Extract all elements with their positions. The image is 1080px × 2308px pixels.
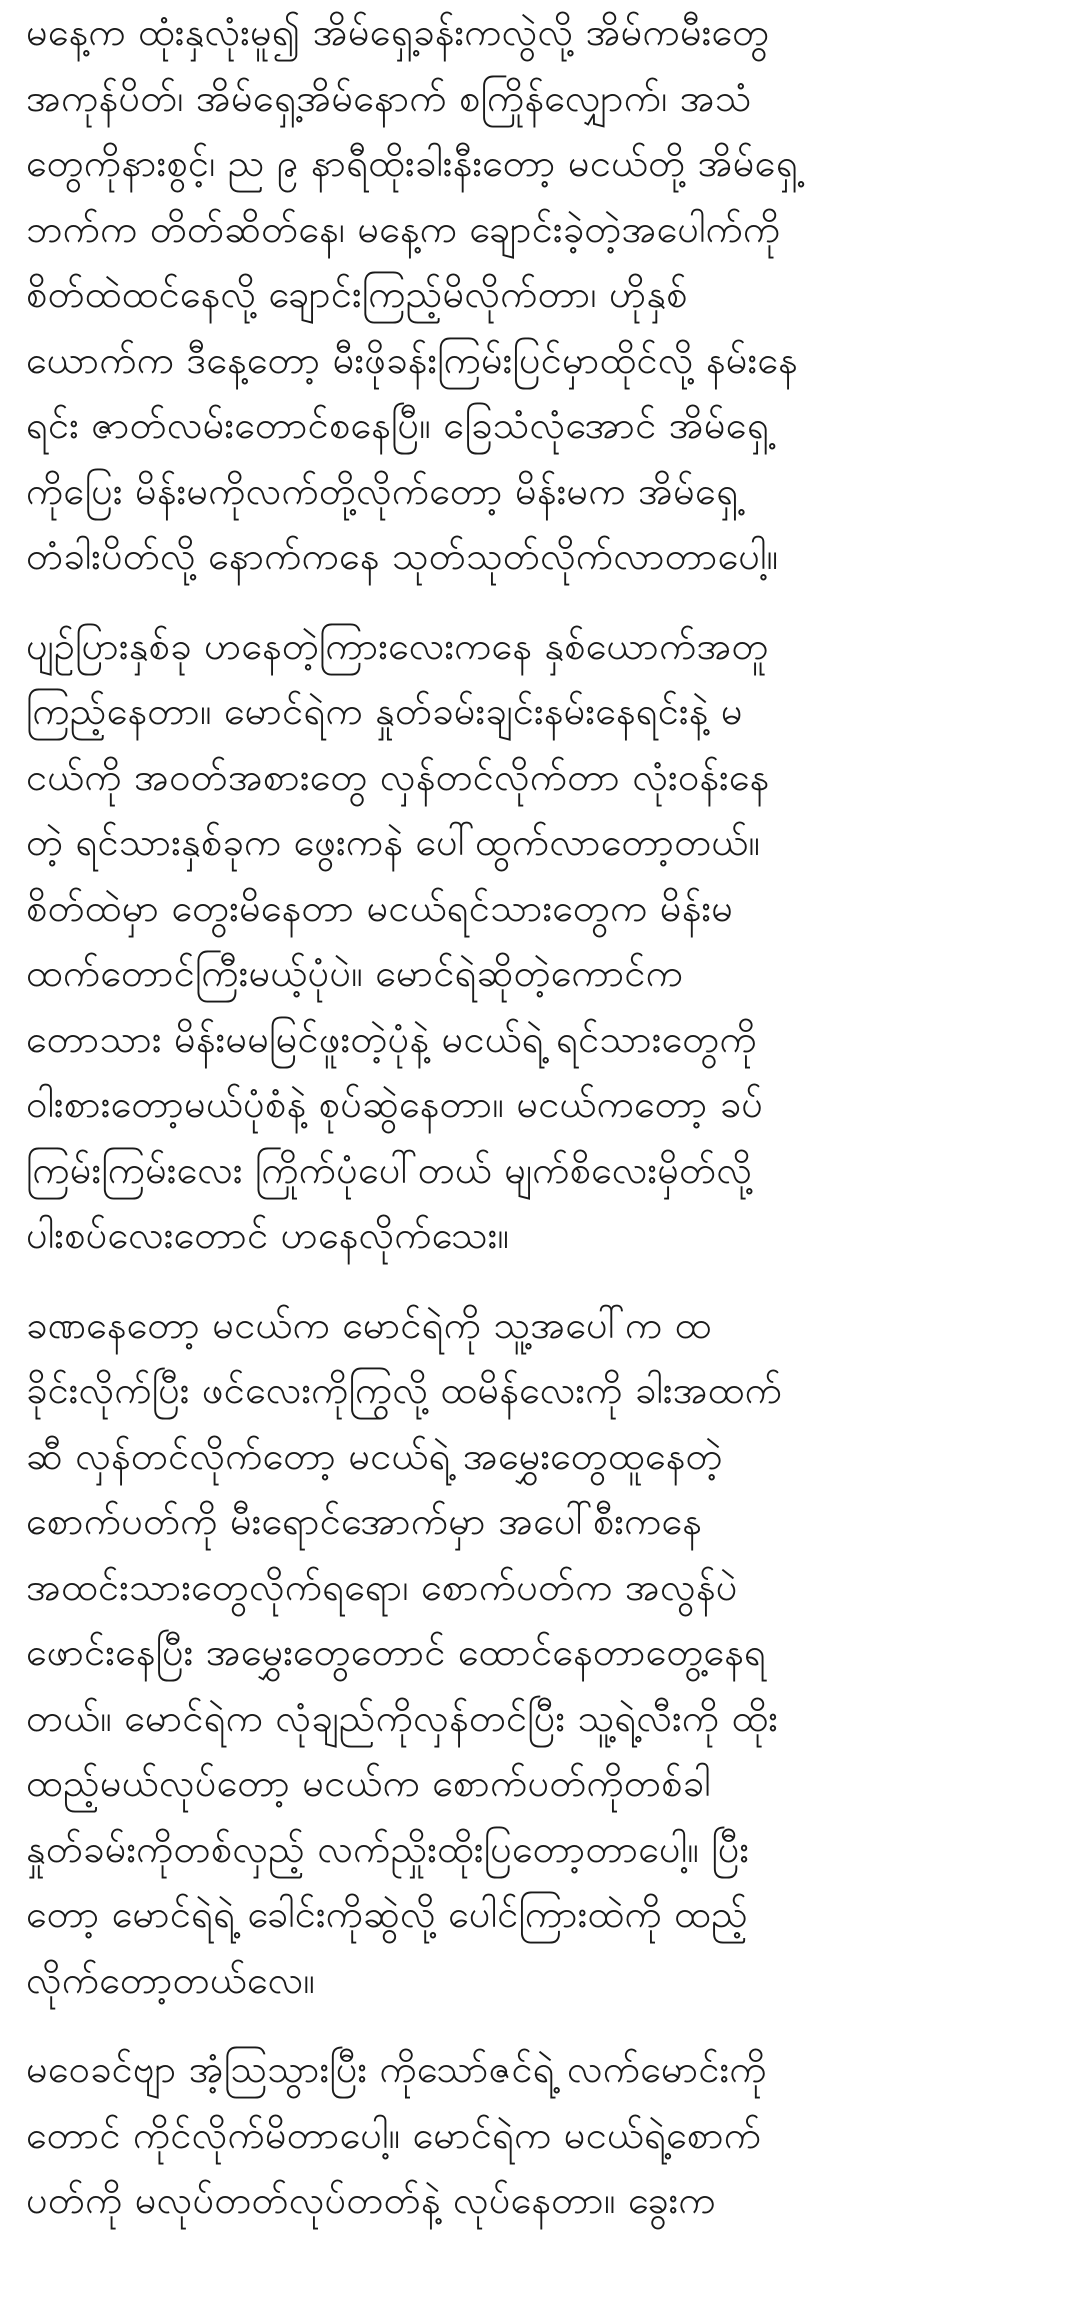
text-line: ကိုပြေး မိန်းမကိုလက်တို့လိုက်တော့ မိန်းမက အိမ်ရှေ့ bbox=[26, 468, 739, 513]
text-line: စိတ်ထဲမှာ တွေးမိနေတာ မငယ်ရင်သားတွေက မိန်းမ bbox=[26, 885, 734, 930]
text-line: တွေကိုနားစွင့်၊ ည ၉ နာရီထိုးခါးနီးတော့ မငယ်တို့ အိမ်ရှေ့ bbox=[26, 141, 799, 185]
article-body bbox=[26, 0, 1066, 2258]
text-line: ပျဉ်ပြားနှစ်ခု ဟနေတဲ့ကြားလေးကနေ နှစ်ယောက်အတူ bbox=[26, 623, 769, 668]
text-line: ခဏနေတော့ မငယ်က မောင်ရဲကို သူ့အပေါ်က ထ bbox=[26, 1302, 712, 1347]
text-line: အကုန်ပိတ်၊ အိမ်ရှေ့အိမ်နောက် စကြိုန်လျှောက်၊ အသံ bbox=[26, 75, 752, 120]
paragraph-2 bbox=[26, 614, 1066, 1269]
text-line: ဖောင်းနေပြီး အမွှေးတွေတောင် ထောင်နေတာတွေ့နေရ bbox=[26, 1630, 767, 1674]
text-line: ကြမ်းကြမ်းလေး ကြိုက်ပုံပေါ်တယ် မျက်စိလေးမှိတ်လို့ bbox=[26, 1147, 753, 1192]
paragraph-1 bbox=[26, 0, 1066, 590]
paragraph-3 bbox=[26, 1293, 1066, 2014]
text-line: မဝေခင်ဗျာ အံ့သြသွားပြီး ကိုသော်ဇင်ရဲ့ လက်မောင်းကို bbox=[26, 2047, 767, 2091]
text-line: ဘက်က တိတ်ဆိတ်နေ၊ မနေ့က ချောင်းခဲ့တဲ့အပေါက်ကို bbox=[26, 206, 781, 251]
text-line: လိုက်တော့တယ်လေ။ bbox=[26, 1957, 316, 2002]
text-line: တယ်။ မောင်ရဲက လုံချည်ကိုလှန်တင်ပြီး သူ့ရဲ့လီးကို ထိုး bbox=[26, 1695, 779, 1740]
text-line: ပါးစပ်လေးတောင် ဟနေလိုက်သေး။ bbox=[26, 1213, 510, 1257]
text-line: ထက်တောင်ကြီးမယ့်ပုံပဲ။ မောင်ရဲဆိုတဲ့ကောင်က bbox=[26, 951, 684, 995]
text-line: ရင်း ဇာတ်လမ်းတောင်စနေပြီ။ ခြေသံလုံအောင် အိမ်ရှေ့ bbox=[26, 403, 770, 447]
paragraph-4 bbox=[26, 2037, 1066, 2234]
text-line: တော့ မောင်ရဲရဲ့ ခေါင်းကိုဆွဲလို့ ပေါင်ကြားထဲကို ထည့် bbox=[26, 1892, 749, 1936]
text-line: နှုတ်ခမ်းကိုတစ်လှည့် လက်ညှိုးထိုးပြတော့တာပေါ့။ ပြီး bbox=[26, 1826, 750, 1871]
text-line: အထင်းသားတွေလိုက်ရရော၊ စောက်ပတ်က အလွန်ပဲ bbox=[26, 1564, 738, 1609]
text-line: တောသား မိန်းမမမြင်ဖူးတဲ့ပုံနဲ့ မငယ်ရဲ့ ရင်သားတွေကို bbox=[26, 1016, 757, 1061]
text-line: ခိုင်းလိုက်ပြီး ဖင်လေးကိုကြွလို့ ထမိန်လေးကို ခါးအထက် bbox=[26, 1368, 783, 1412]
text-line: တောင် ကိုင်လိုက်မိတာပေါ့။ မောင်ရဲက မငယ်ရဲ့စောက် bbox=[26, 2112, 762, 2157]
text-line: တံခါးပိတ်လို့ နောက်ကနေ သုတ်သုတ်လိုက်လာတာပေါ့။ bbox=[26, 534, 779, 578]
text-line: ငယ်ကို အဝတ်အစားတွေ လှန်တင်လိုက်တာ လုံးဝန်းနေ bbox=[26, 754, 770, 799]
text-line: စိတ်ထဲထင်နေလို့ ချောင်းကြည့်မိလိုက်တာ၊ ဟိုနှစ် bbox=[26, 272, 688, 316]
text-line: ဆီ လှန်တင်လိုက်တော့ မငယ်ရဲ့ အမွှေးတွေထူနေတဲ့ bbox=[26, 1433, 723, 1478]
text-line: စောက်ပတ်ကို မီးရောင်အောက်မှာ အပေါ်စီးကနေ bbox=[26, 1499, 702, 1543]
text-line: မနေ့က ထုံးနှလုံးမူ၍ အိမ်ရှေ့ခန်းကလွဲလို့ အိမ်ကမီးတွေ bbox=[26, 10, 770, 54]
text-line: ပတ်ကို မလုပ်တတ်လုပ်တတ်နဲ့ လုပ်နေတာ။ ခွေးက bbox=[26, 2178, 716, 2222]
text-line: ကြည့်နေတာ။ မောင်ရဲက နှုတ်ခမ်းချင်းနမ်းနေရင်းနဲ့ မ bbox=[26, 689, 743, 733]
text-line: ထည့်မယ်လုပ်တော့ မငယ်က စောက်ပတ်ကိုတစ်ခါ bbox=[26, 1761, 711, 1805]
text-line: ယောက်က ဒီနေ့တော့ မီးဖိုခန်းကြမ်းပြင်မှာထိုင်လို့ နမ်းနေ bbox=[26, 337, 798, 382]
text-line: ဝါးစားတော့မယ်ပုံစံနဲ့ စုပ်ဆွဲနေတာ။ မငယ်ကတော့ ခပ် bbox=[26, 1082, 764, 1126]
text-line: တဲ့ ရင်သားနှစ်ခုက ဖွေးကနဲ ပေါ်ထွက်လာတော့တယ်။ bbox=[26, 820, 761, 864]
